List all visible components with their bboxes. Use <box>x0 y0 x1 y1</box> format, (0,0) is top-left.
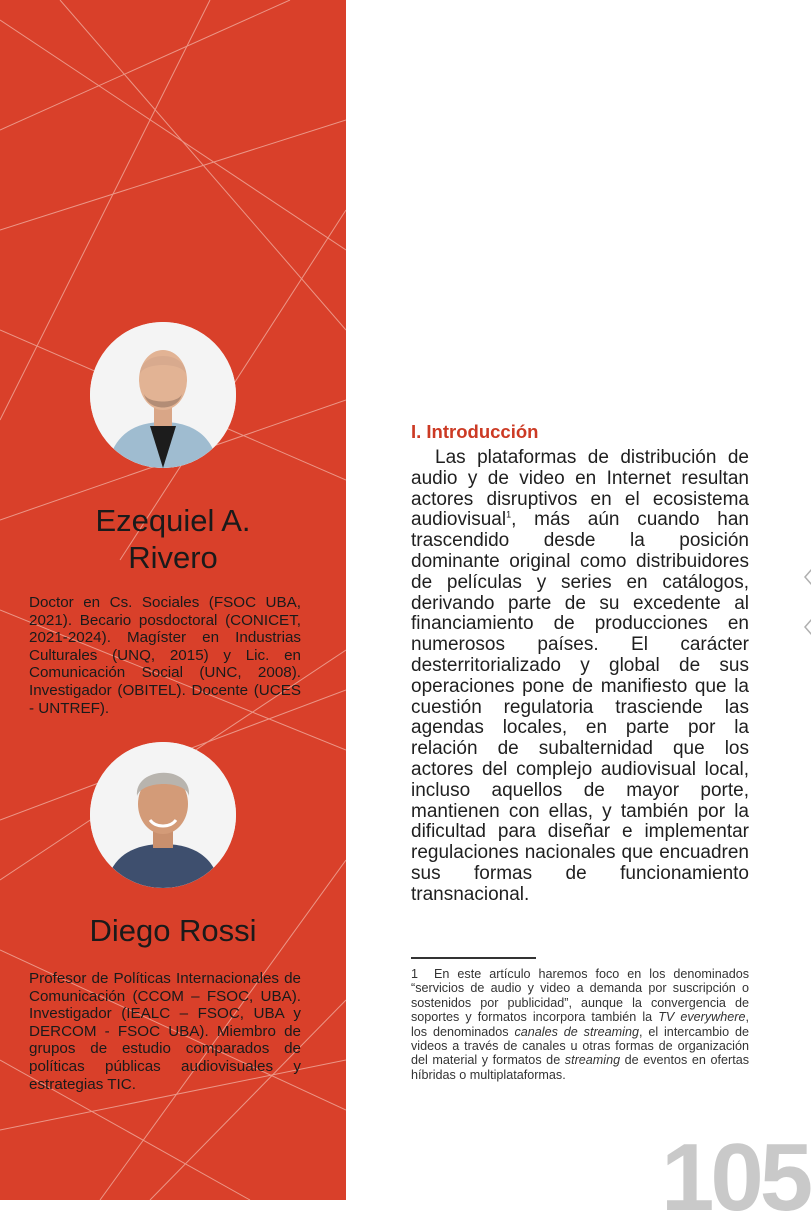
footnote-divider <box>411 957 536 959</box>
author-bio-rivero: Doctor en Cs. Sociales (FSOC UBA, 2021). Becario posdoctoral (CONICET, 2021-2024). Magíster en Industrias Culturales (UNQ, 2015) y Lic. en Comunicación Social (UNC, 2008). Investigador (OBITEL). Docente (UCES - UNTREF). <box>29 594 301 717</box>
footnote-reference: 1 <box>506 510 512 521</box>
author-name-rossi: Diego Rossi <box>89 913 257 948</box>
chevron-left-icon <box>803 567 811 587</box>
author-bio-rossi: Profesor de Políticas Internacionales de Comunicación (CCOM – FSOC, UBA). Investigador (IEALC – FSOC, UBA y DERCOM - FSOC UBA). Miembro de grupos de estudio comparados de políticas públicas audiovisuales y estrategias TIC. <box>29 970 301 1093</box>
author-name-rivero: Ezequiel A. Rivero <box>95 503 251 575</box>
author-sidebar <box>0 0 346 1200</box>
author-photo-rivero <box>90 322 236 468</box>
footnote-number: 1 <box>411 967 419 981</box>
page-number: 105 <box>661 1124 810 1231</box>
footnote: 1 En este artículo haremos foco en los denominados “servicios de audio y video a demanda por suscripción o sostenidos por publicidad”, aunque la convergencia de soportes y formatos incorpora también la TV everywhere, los denominados canales de streaming, el intercambio de videos a través de canales u otras formas de organización del material y formatos de streaming de eventos en ofertas híbridas o multiplataformas. <box>411 967 750 1082</box>
author-photo-rossi <box>90 742 236 888</box>
chevron-left-icon <box>803 617 811 637</box>
introduction-paragraph: Las plataformas de distribución de audio y de video en Internet resultan actores disruptivos en el ecosistema audiovisual$^1$, más aún cuando han trascendido desde la posición dominante original como distribuidores de películas y series en catálogos, derivando parte de su excedente al financiamiento de producciones en numerosos países. El carácter desterritorializado y global de sus operaciones pone de manifiesto que la cuestión regulatoria trasciende las agendas locales, en parte por la relación de subalternidad que los actores del complejo audiovisual local, incluso aquellos de mayor porte, mantienen con ellas, y también por la dificultad para diseñar e implementar regulaciones nacionales que encuadren sus formas de funcionamiento transnacional. <box>411 447 749 905</box>
section-heading: I. Introducción <box>411 421 539 442</box>
